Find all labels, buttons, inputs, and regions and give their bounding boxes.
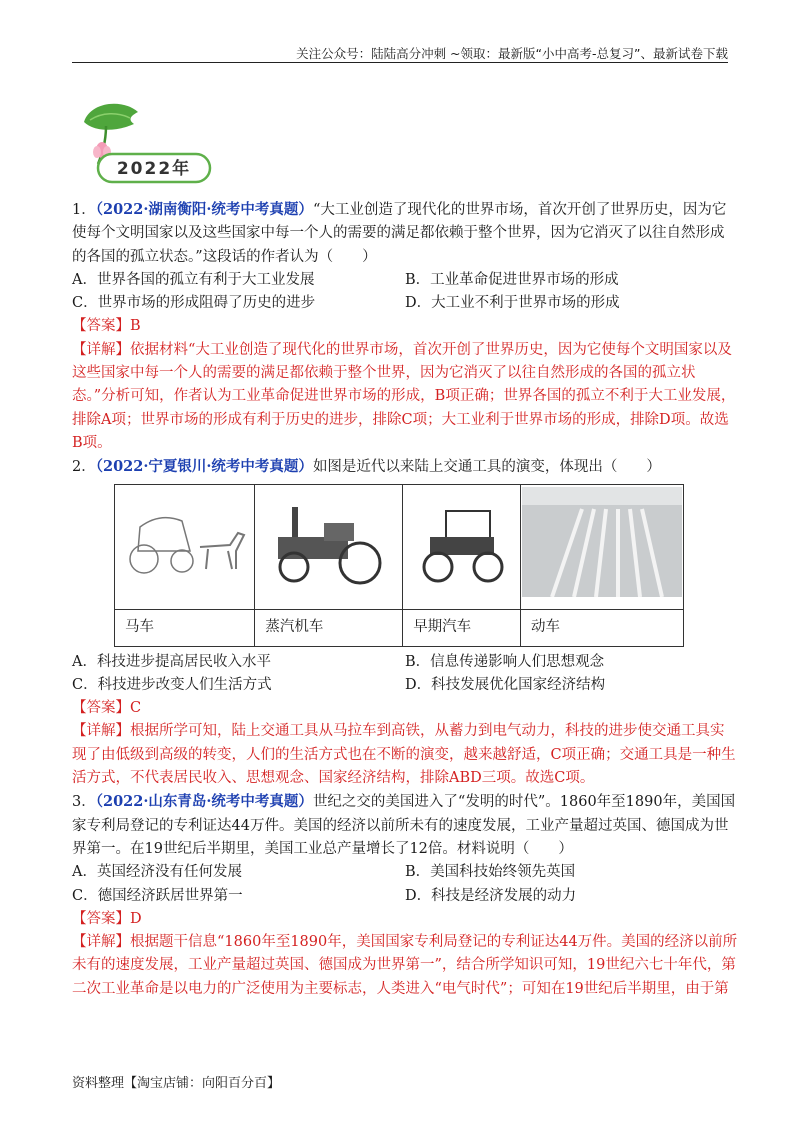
- question-1-answer: 【答案】B: [72, 318, 141, 335]
- question-1-detail: 【详解】依据材料“大工业创造了现代化的世界市场，首次开创了世界历史，因为它使每个文明国家以及这些国家中每一个人的需要的满足都依赖于整个世界，因为它消灭了以往自然形成的各国的孤立状态。”分析可知，作者认为工业革命促进世界市场的形成，B项正确；世界各国的孤立不利于大工业发展，排除A项；世界市场的形成有利于历史的进步，排除C项；大工业利于世界市场的形成，排除D项。故选B项。: [72, 341, 736, 451]
- option-b: B．信息传递影响人们思想观念: [405, 653, 605, 670]
- option-b: B．工业革命促进世界市场的形成: [405, 271, 619, 288]
- carriage-icon: [120, 507, 250, 577]
- question-2-answer: 【答案】C: [72, 700, 142, 717]
- option-c: C．世界市场的形成阻碍了历史的进步: [72, 295, 316, 312]
- option-d: D．科技是经济发展的动力: [405, 887, 577, 904]
- option-b: B．美国科技始终领先英国: [405, 864, 576, 881]
- question-3-answer: 【答案】D: [72, 910, 142, 927]
- question-source: （2022·山东青岛·统考中考真题）: [95, 793, 313, 811]
- option-c: C．德国经济跃居世界第一: [72, 887, 243, 904]
- transport-evolution-table: [114, 484, 684, 647]
- caption-early-car: 早期汽车: [403, 609, 521, 646]
- caption-bullet-train: 动车: [521, 609, 684, 646]
- option-a: A．科技进步提高居民收入水平: [72, 653, 271, 670]
- question-3-detail: 【详解】根据题干信息“1860年至1890年，美国国家专利局登记的专利证达44万件。美国的经济以前所未有的速度发展，工业产量超过英国、德国成为世界第一”，结合所学知识可知，19世纪六七十年代，第二次工业革命是以电力的广泛使用为主要标志，人类进入“电气时代”；可知在19世纪后半期里，由于第: [72, 934, 738, 997]
- question-2-stem: 2．（2022·宁夏银川·统考中考真题）如图是近代以来陆上交通工具的演变，体现出（ ）: [72, 458, 661, 476]
- year-badge: [76, 102, 226, 192]
- caption-steam-locomotive: 蒸汽机车: [255, 609, 403, 646]
- question-3-options: [72, 861, 738, 908]
- option-c: C．科技进步改变人们生活方式: [72, 676, 272, 693]
- bullet-train-image: [521, 484, 684, 609]
- question-source: （2022·宁夏银川·统考中考真题）: [95, 458, 313, 476]
- question-2-options: [72, 651, 738, 698]
- carriage-image: [115, 484, 255, 609]
- steam-tractor-icon: [264, 497, 394, 587]
- bullet-train-icon: [522, 487, 682, 597]
- page-header: 关注公众号：陆陆高分冲刺 ~领取：最新版“小中高考-总复习”、最新试卷下载: [296, 46, 728, 61]
- header-divider: [72, 62, 728, 63]
- question-3-stem: 3．（2022·山东青岛·统考中考真题）世纪之交的美国进入了“发明的时代”。1860年至1890年，美国国家专利局登记的专利证达44万件。美国的经济以前所未有的速度发展，工业产量超过英国、德国成为世界第一。在19世纪后半期里，美国工业总产量增长了12倍。材料说明（ ）: [72, 793, 736, 857]
- question-1-options: [72, 269, 738, 316]
- caption-carriage: 马车: [115, 609, 255, 646]
- badge-year-text: 2022年: [116, 159, 192, 179]
- page-footer: 资料整理【淘宝店铺：向阳百分百】: [72, 1076, 281, 1091]
- steam-locomotive-image: [255, 484, 403, 609]
- early-car-image: [403, 484, 521, 609]
- early-car-icon: [412, 497, 512, 587]
- option-a: A．英国经济没有任何发展: [72, 864, 242, 881]
- question-list: [72, 198, 738, 1001]
- option-d: D．科技发展优化国家经济结构: [405, 676, 606, 693]
- option-a: A．世界各国的孤立有利于大工业发展: [72, 271, 315, 288]
- question-2-detail: 【详解】根据所学可知，陆上交通工具从马拉车到高铁，从蓄力到电气动力，科技的进步使交通工具实现了由低级到高级的转变，人们的生活方式也在不断的演变，越来越舒适，C项正确；交通工具是一种生活方式，不代表居民收入、思想观念、国家经济结构，排除ABD三项。故选C项。: [72, 723, 736, 787]
- question-source: （2022·湖南衡阳·统考中考真题）: [95, 201, 313, 218]
- option-d: D．大工业不利于世界市场的形成: [405, 295, 620, 312]
- question-1-stem: 1．（2022·湖南衡阳·统考中考真题）“大工业创造了现代化的世界市场，首次开创了世界历史，因为它使每个文明国家以及这些国家中每一个人的需要的满足都依赖于整个世界，因为它消灭了以往自然形成的各国的孤立状态。”这段话的作者认为（ ）: [72, 201, 727, 265]
